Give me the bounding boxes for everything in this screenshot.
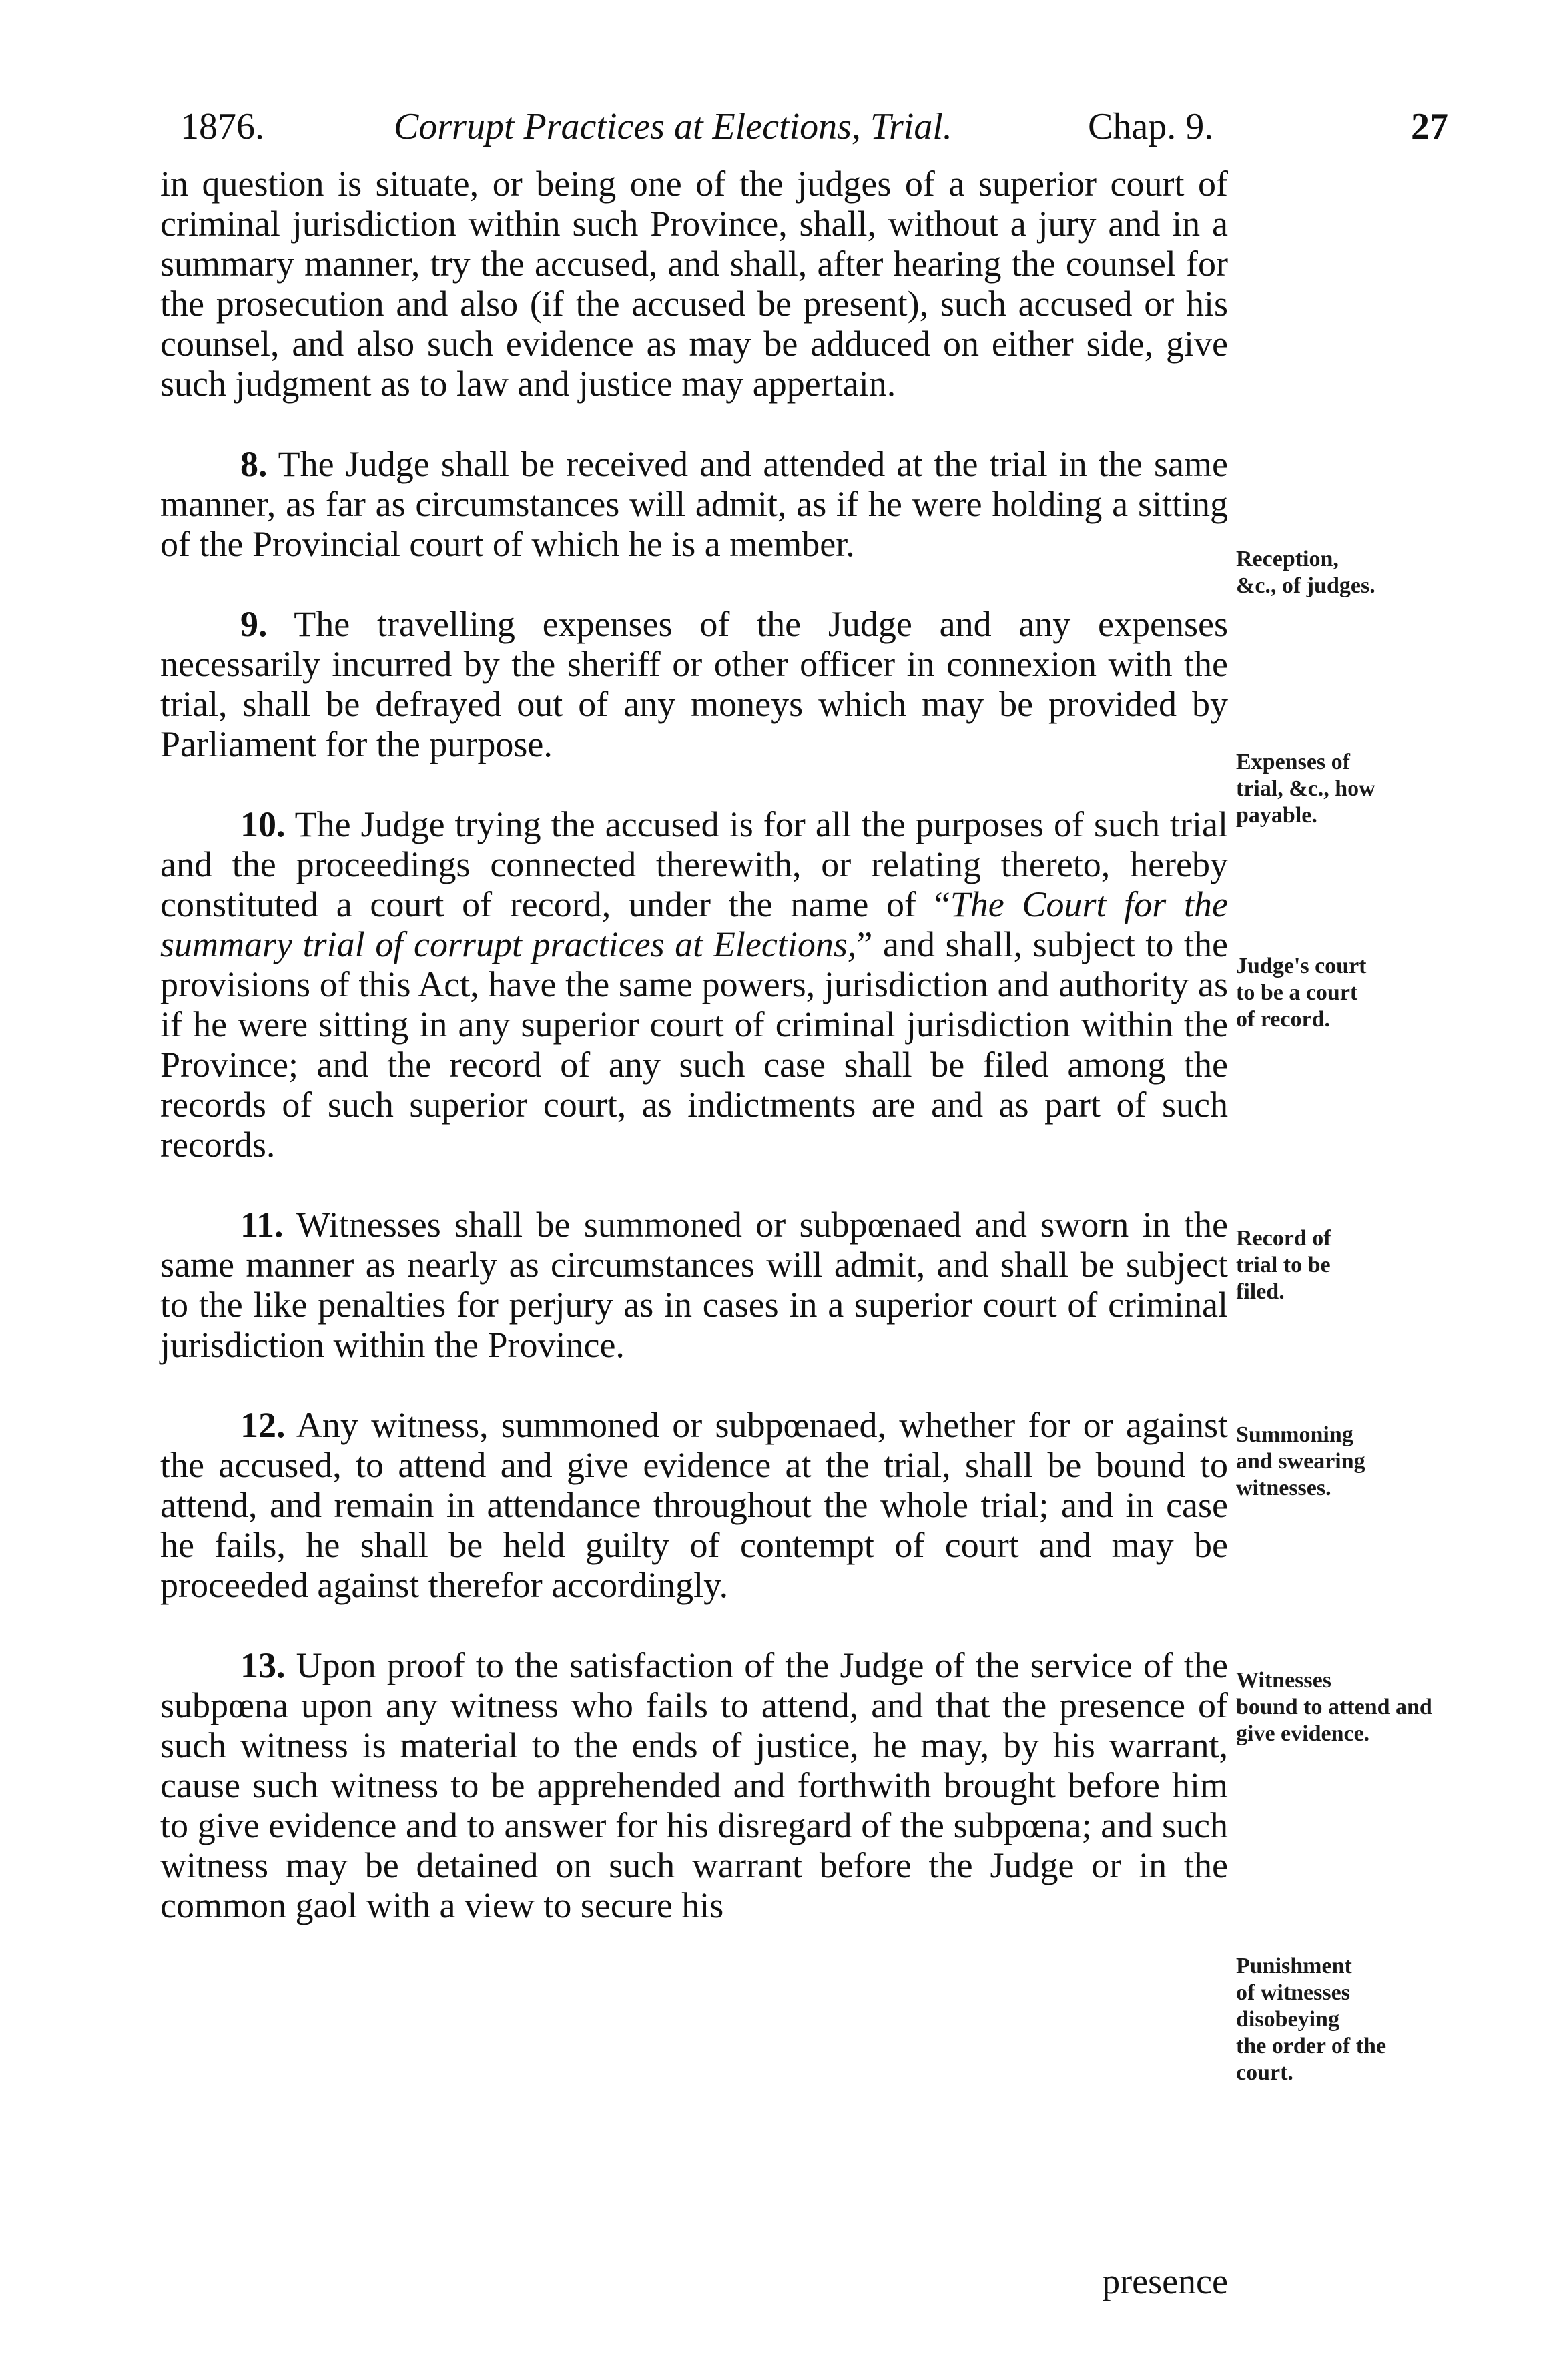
margin-note-punishment	[1236, 1953, 1436, 2086]
margin-note-line: payable.	[1236, 803, 1317, 828]
body-text	[160, 164, 1228, 1966]
margin-note-line: the order of the court.	[1236, 2034, 1387, 2085]
paragraph-text: ” and shall, subject to the provisions of this Act, have the same powers, jurisdiction and authority as if he were sitting in any superior court of criminal jurisdiction within the Province; and the record of any such case shall be filed among the records of such superior court, as indictments are and as part of such records.	[160, 924, 1229, 1165]
section-12	[160, 1405, 1228, 1605]
margin-note-line: Punishment	[1236, 1954, 1352, 1978]
margin-note-line: Witnesses	[1236, 1668, 1331, 1693]
paragraph-text: in question is situate, or being one of the judges of a superior court of criminal jurisdiction within such Province, shall, without a jury and in a summary manner, try the accused, and shall, after hearing the counsel for the prosecution and also (if the accused be present), such accused or his counsel, and also such evidence as may be adduced on either side, give such judgment as to law and justice may appertain.	[160, 164, 1228, 404]
paragraph-text: The travelling expenses of the Judge and any expenses necessarily incurred by the sheriff or other officer in connexion with the trial, shall be defrayed out of any moneys which may be provided by Parliament for the purpose.	[160, 604, 1228, 764]
page-number: 27	[1411, 106, 1448, 147]
paragraph-text: Upon proof to the satisfaction of the Judge of the service of the subpœna upon any witness who fails to attend, and that the presence of such witness is material to the ends of justice, he may, by his warrant, cause such witness to be apprehended and forthwith brought before him to give evidence and to answer for his disregard of the subpœna; and such witness may be detained on such warrant before the Judge or in the common gaol with a view to secure his	[160, 1645, 1228, 1925]
margin-note-line: trial to be	[1236, 1253, 1331, 1277]
margin-note-expenses	[1236, 749, 1436, 829]
margin-note-line: Reception,	[1236, 547, 1339, 571]
margin-note-line: witnesses.	[1236, 1476, 1331, 1500]
margin-note-line: Expenses of	[1236, 750, 1350, 774]
running-header	[180, 103, 1448, 150]
section-number: 8.	[240, 444, 268, 484]
section-11	[160, 1205, 1228, 1365]
margin-note-line: bound to attend and	[1236, 1695, 1432, 1719]
paragraph-text: Witnesses shall be summoned or subpœnaed and sworn in the same manner as nearly as circumstances will admit, and shall be subject to the like penalties for perjury as in cases in a superior court of criminal jurisdiction within the Province.	[160, 1205, 1228, 1365]
section-10	[160, 804, 1228, 1165]
margin-note-line: of witnesses disobeying	[1236, 1980, 1350, 2032]
section-8	[160, 444, 1228, 564]
paragraph-text: The Judge trying the accused is for all the purposes of such trial and the proceedings connected therewith, or relating thereto, hereby constituted a court of record, under the name of “	[160, 804, 1228, 924]
margin-note-summoning	[1236, 1422, 1436, 1502]
margin-note-line: &c., of judges.	[1236, 573, 1375, 598]
margin-note-reception	[1236, 546, 1436, 599]
margin-note-line: Judge's court	[1236, 954, 1367, 978]
paragraph-text: Any witness, summoned or subpœnaed, whether for or against the accused, to attend and give evidence at the trial, shall be bound to attend, and remain in attendance throughout the whole trial; and in case he fails, he shall be held guilty of contempt of court and may be proceeded against therefor accordingly.	[160, 1405, 1228, 1605]
margin-note-line: and swearing	[1236, 1449, 1365, 1474]
margin-note-witnesses-bound	[1236, 1667, 1436, 1747]
court-name-italic: The Court for the summary trial of corrupt practices at Elections,	[160, 884, 1228, 964]
margin-note-line: filed.	[1236, 1279, 1285, 1304]
paragraph-text: The Judge shall be received and attended at the trial in the same manner, as far as circumstances will admit, as if he were holding a sitting of the Provincial court of which he is a member.	[160, 444, 1228, 564]
section-number: 10.	[240, 804, 286, 844]
paragraph-continued	[160, 164, 1228, 404]
header-chapter: Chap. 9.	[1088, 106, 1214, 147]
catchword: presence	[1102, 2261, 1228, 2301]
section-number: 11.	[240, 1205, 284, 1245]
section-9	[160, 604, 1228, 764]
margin-note-line: trial, &c., how	[1236, 776, 1375, 801]
margin-note-line: to be a court	[1236, 980, 1358, 1005]
section-number: 13.	[240, 1645, 286, 1685]
margin-note-line: Record of	[1236, 1226, 1331, 1251]
margin-note-court-of-record	[1236, 953, 1436, 1033]
section-number: 9.	[240, 604, 268, 644]
margin-note-line: of record.	[1236, 1007, 1330, 1032]
section-13	[160, 1645, 1228, 1925]
header-year: 1876.	[180, 106, 264, 147]
margin-note-line: Summoning	[1236, 1422, 1353, 1447]
section-number: 12.	[240, 1405, 286, 1445]
margin-note-record-filed	[1236, 1225, 1436, 1305]
header-title: Corrupt Practices at Elections, Trial.	[394, 106, 952, 147]
margin-note-line: give evidence.	[1236, 1721, 1370, 1746]
